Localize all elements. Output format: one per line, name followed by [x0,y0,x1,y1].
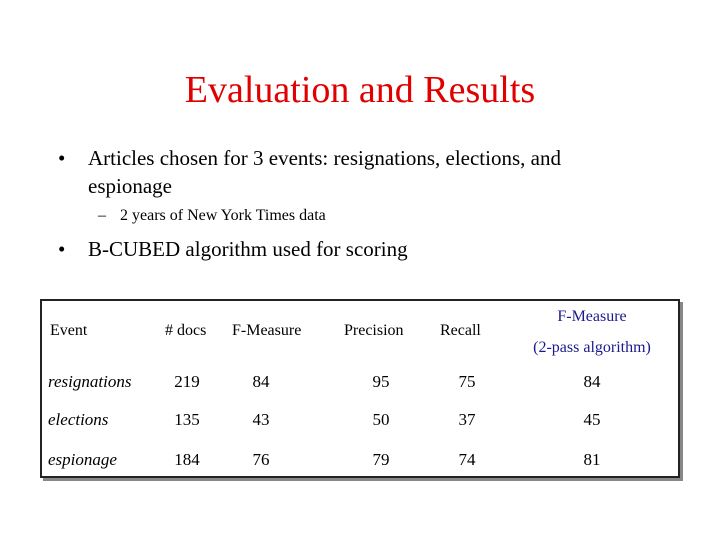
row-event: resignations [48,372,132,391]
sub-bullet-data [98,206,326,226]
header-recall: Recall [440,322,481,339]
row-recall: 37 [458,410,476,429]
bullet-articles [58,144,678,200]
header-event: Event [50,322,88,339]
row-fmeasure-2pass: 84 [583,372,601,391]
row-event: espionage [48,450,117,469]
results-table [40,299,680,478]
row-precision: 79 [372,450,390,469]
bullet-mark: • [58,146,66,170]
row-fmeasure-2pass: 45 [583,410,601,429]
row-event: elections [48,410,109,429]
row-precision: 95 [372,372,390,391]
bullet-bcubed [58,235,678,263]
sub-bullet-text: 2 years of New York Times data [120,207,326,224]
row-recall: 75 [458,372,476,391]
bullet-text: B-CUBED algorithm used for scoring [88,237,408,261]
header-precision: Precision [344,322,404,339]
row-fmeasure: 43 [252,410,270,429]
row-docs: 219 [174,372,200,391]
bullet-text-line1: Articles chosen for 3 events: resignations, elections, and [88,146,561,170]
row-precision: 50 [372,410,390,429]
header-fmeasure-2pass-sub: (2-pass algorithm) [533,339,651,356]
row-fmeasure-2pass: 81 [583,450,601,469]
row-fmeasure: 84 [252,372,270,391]
row-recall: 74 [458,450,476,469]
row-fmeasure: 76 [252,450,270,469]
sub-bullet-mark: – [98,207,106,224]
row-docs: 135 [174,410,200,429]
slide-title: Evaluation and Results [184,69,536,111]
bullet-text-line2: espionage [88,174,172,198]
row-docs: 184 [174,450,200,469]
bullet-mark: • [58,237,66,261]
header-fmeasure: F-Measure [232,322,302,339]
header-docs: # docs [165,322,207,339]
header-fmeasure-2pass: F-Measure [557,308,627,325]
